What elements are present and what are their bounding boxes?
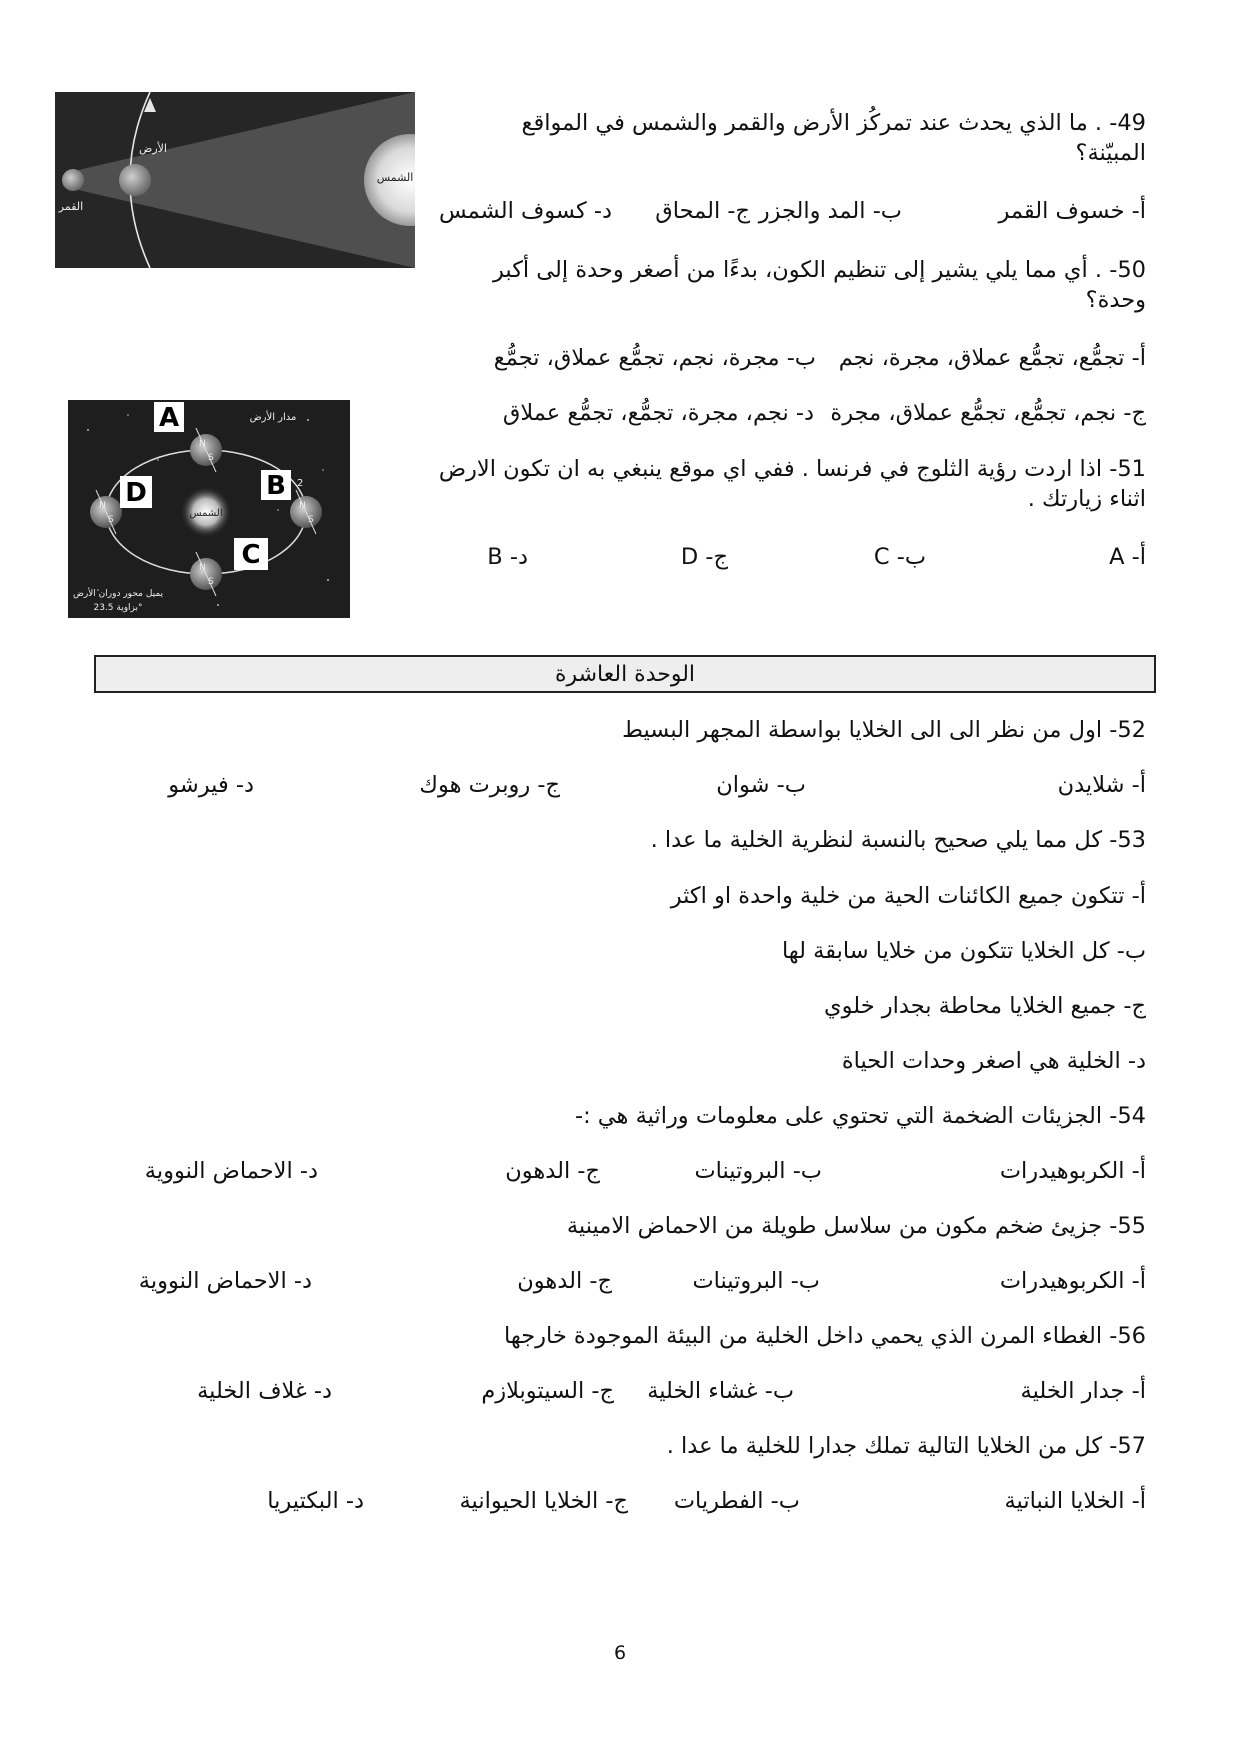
q56-text: 56- الغطاء المرن الذي يحمي داخل الخلية من البيئة الموجودة خارجها bbox=[504, 1323, 1146, 1349]
q52-option-c[interactable]: ج- روبرت هوك bbox=[419, 772, 560, 798]
earth-c-n: N bbox=[199, 563, 206, 573]
q52-option-a[interactable]: أ- شلايدن bbox=[1057, 772, 1146, 798]
q50-option-b[interactable]: ب- مجرة، نجم، تجمُّع عملاق، تجمُّع bbox=[493, 345, 816, 371]
q51-option-c[interactable]: ج- D bbox=[680, 544, 728, 570]
q50-option-d[interactable]: د- نجم، مجرة، تجمُّع، تجمُّع عملاق bbox=[502, 400, 814, 426]
q49-text: 49- . ما الذي يحدث عند تمركُز الأرض والقمر والشمس في المواقع المبيّنة؟ bbox=[521, 110, 1146, 167]
sun-label-2: الشمس bbox=[189, 508, 223, 519]
q53-option-d[interactable]: د- الخلية هي اصغر وحدات الحياة bbox=[841, 1048, 1146, 1074]
q51-option-b[interactable]: ب- C bbox=[873, 544, 926, 570]
q54-option-d[interactable]: د- الاحماض النووية bbox=[144, 1158, 318, 1184]
moon-label: القمر bbox=[58, 200, 84, 213]
q54-option-b[interactable]: ب- البروتينات bbox=[694, 1158, 822, 1184]
q55-text: 55- جزيئ ضخم مكون من سلاسل طويلة من الاحماض الامينية bbox=[566, 1213, 1146, 1239]
earth-d-s: S bbox=[108, 515, 114, 525]
earth-c-s: S bbox=[208, 577, 214, 587]
q57-option-a[interactable]: أ- الخلايا النباتية bbox=[1004, 1488, 1146, 1514]
q49-option-c[interactable]: ج- المحاق bbox=[655, 198, 750, 224]
q55-option-c[interactable]: ج- الدهون bbox=[517, 1268, 612, 1294]
q55-option-b[interactable]: ب- البروتينات bbox=[692, 1268, 820, 1294]
earth-a-n: N bbox=[199, 439, 206, 449]
label-a: A bbox=[158, 403, 180, 433]
sun-label: الشمس bbox=[376, 171, 414, 184]
q57-option-b[interactable]: ب- الفطريات bbox=[673, 1488, 800, 1514]
q49-option-b[interactable]: ب- المد والجزر bbox=[758, 198, 902, 224]
q55-option-d[interactable]: د- الاحماض النووية bbox=[138, 1268, 312, 1294]
q50-option-a[interactable]: أ- تجمُّع، تجمُّع عملاق، مجرة، نجم bbox=[838, 345, 1146, 371]
q51-option-a[interactable]: أ- A bbox=[1109, 544, 1146, 570]
q51-text: 51- اذا اردت رؤية الثلوج في فرنسا . ففي اي موقع ينبغي به ان تكون الارض اثناء زيارتك . bbox=[438, 456, 1146, 513]
q56-option-a[interactable]: أ- جدار الخلية bbox=[1020, 1378, 1146, 1404]
label-b: B bbox=[266, 471, 286, 501]
seasons-figure bbox=[68, 400, 350, 618]
earth-b-n: N bbox=[299, 501, 306, 511]
q54-option-a[interactable]: أ- الكربوهيدرات bbox=[999, 1158, 1146, 1184]
earth-a-s: S bbox=[208, 453, 214, 463]
axis-note-2: بزاوية 23.5° bbox=[93, 603, 143, 613]
q56-option-c[interactable]: ج- السيتوبلازم bbox=[481, 1378, 614, 1404]
q53-text: 53- كل مما يلي صحيح بالنسبة لنظرية الخلية ما عدا . bbox=[650, 827, 1146, 853]
eclipse-figure bbox=[55, 92, 415, 268]
q56-option-b[interactable]: ب- غشاء الخلية bbox=[647, 1378, 794, 1404]
unit-title: الوحدة العاشرة bbox=[554, 662, 696, 687]
q52-option-d[interactable]: د- فيرشو bbox=[168, 772, 254, 798]
label-c: C bbox=[241, 540, 261, 570]
q52-text: 52- اول من نظر الى الى الخلايا بواسطة المجهر البسيط bbox=[622, 717, 1146, 743]
q49-option-d[interactable]: د- كسوف الشمس bbox=[438, 198, 612, 224]
q54-text: 54- الجزيئات الضخمة التي تحتوي على معلومات وراثية هي :- bbox=[574, 1103, 1146, 1129]
label-d: D bbox=[125, 478, 147, 508]
q49-option-a[interactable]: أ- خسوف القمر bbox=[998, 198, 1146, 224]
q52-option-b[interactable]: ب- شوان bbox=[716, 772, 806, 798]
q53-option-c[interactable]: ج- جميع الخلايا محاطة بجدار خلوي bbox=[824, 993, 1146, 1019]
q55-option-a[interactable]: أ- الكربوهيدرات bbox=[999, 1268, 1146, 1294]
q53-option-b[interactable]: ب- كل الخلايا تتكون من خلايا سابقة لها bbox=[781, 938, 1146, 964]
moon-disc bbox=[62, 169, 84, 191]
axis-note-1: يميل محور دوران الأرض bbox=[72, 589, 164, 599]
q51-option-d[interactable]: د- B bbox=[487, 544, 528, 570]
page-number: 6 bbox=[613, 1642, 627, 1664]
q54-option-c[interactable]: ج- الدهون bbox=[505, 1158, 600, 1184]
seasons-diagram bbox=[68, 400, 350, 618]
eclipse-diagram bbox=[55, 92, 415, 268]
earth-disc bbox=[119, 164, 151, 196]
unit-header bbox=[94, 655, 1156, 693]
q57-text: 57- كل من الخلايا التالية تملك جدارا للخلية ما عدا . bbox=[666, 1433, 1146, 1459]
q53-option-a[interactable]: أ- تتكون جميع الكائنات الحية من خلية واحدة او اكثر bbox=[670, 883, 1146, 909]
q50-option-c[interactable]: ج- نجم، تجمُّع، تجمُّع عملاق، مجرة bbox=[830, 400, 1146, 426]
q56-option-d[interactable]: د- غلاف الخلية bbox=[197, 1378, 332, 1404]
earth-label: الأرض bbox=[139, 142, 167, 155]
q57-option-d[interactable]: د- البكتيريا bbox=[267, 1488, 364, 1514]
orbit-label: مدار الأرض bbox=[249, 412, 297, 423]
earth-d-n: N bbox=[99, 501, 106, 511]
earth-b-s: S bbox=[308, 515, 314, 525]
label-b-number: 2 bbox=[297, 478, 304, 489]
q57-option-c[interactable]: ج- الخلايا الحيوانية bbox=[459, 1488, 628, 1514]
q50-text: 50- . أي مما يلي يشير إلى تنظيم الكون، بدءًا من أصغر وحدة إلى أكبر وحدة؟ bbox=[492, 257, 1146, 314]
